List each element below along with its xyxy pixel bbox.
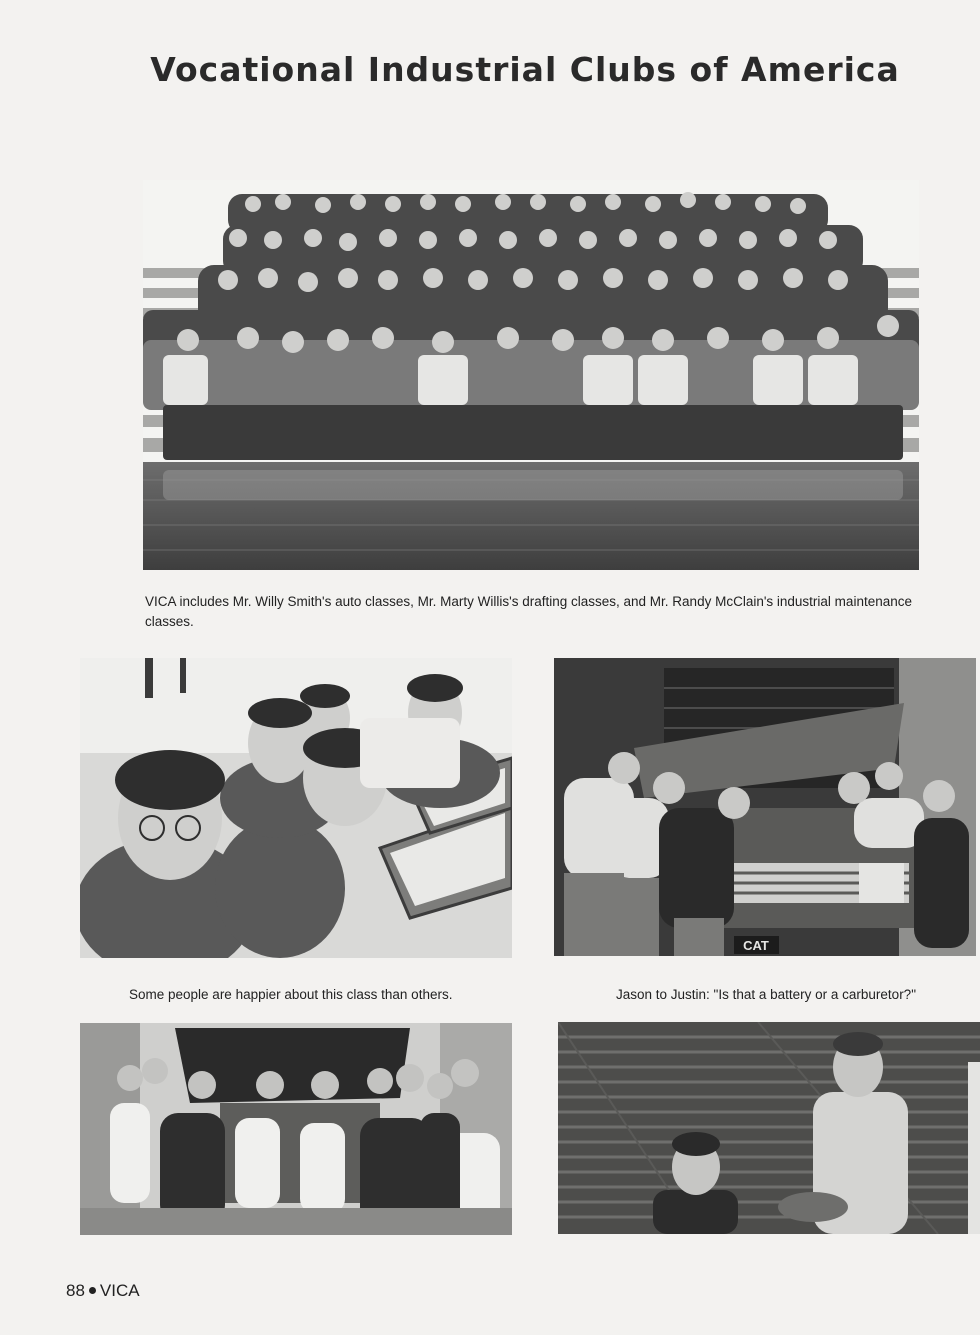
group-photo bbox=[143, 180, 919, 570]
car-group-photo bbox=[80, 1023, 512, 1235]
truck-badge-text: CAT bbox=[743, 938, 769, 953]
page-title: Vocational Industrial Clubs of America bbox=[150, 50, 900, 89]
bleachers-photo bbox=[558, 1022, 980, 1234]
drafting-photo-image bbox=[80, 658, 512, 958]
drafting-photo-caption: Some people are happier about this class than others. bbox=[129, 987, 453, 1002]
truck-photo bbox=[554, 658, 976, 956]
group-photo-image bbox=[143, 180, 919, 570]
page-folio bbox=[66, 1281, 140, 1301]
bleachers-photo-image bbox=[558, 1022, 980, 1234]
page-number: 88 bbox=[66, 1281, 85, 1300]
bullet-icon bbox=[89, 1287, 96, 1294]
section-name: VICA bbox=[99, 1281, 140, 1300]
car-group-photo-image bbox=[80, 1023, 512, 1235]
truck-photo-image bbox=[554, 658, 976, 956]
truck-photo-caption: Jason to Justin: "Is that a battery or a carburetor?" bbox=[616, 987, 916, 1002]
group-photo-caption: VICA includes Mr. Willy Smith's auto classes, Mr. Marty Willis's drafting classes, and Mr. Randy McClain's industrial maintenance classes. bbox=[145, 594, 912, 629]
drafting-photo bbox=[80, 658, 512, 958]
